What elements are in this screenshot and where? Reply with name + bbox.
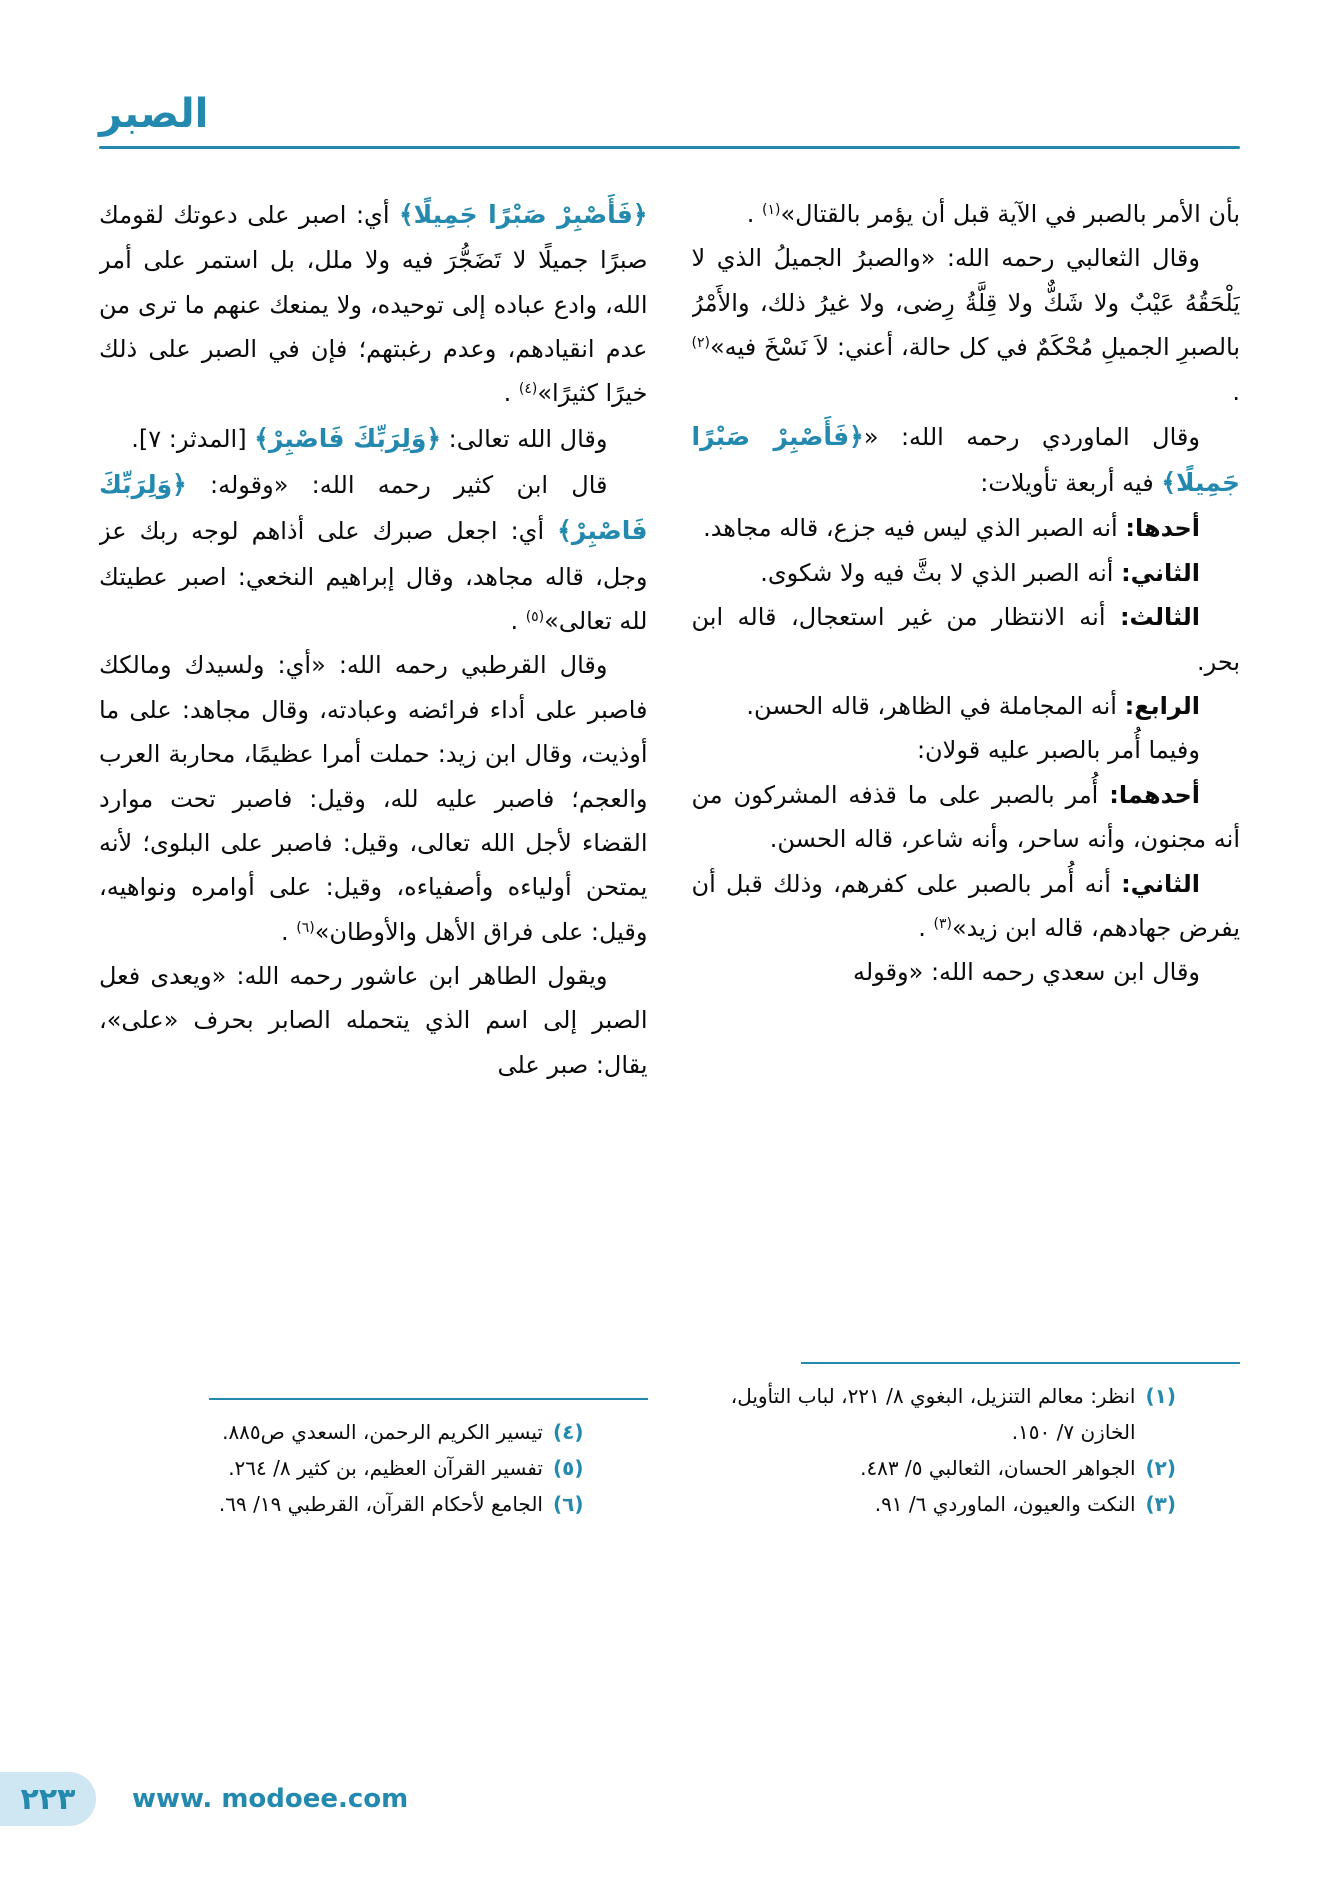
footnote-item xyxy=(99,1414,584,1450)
footnote-number: (١) xyxy=(1145,1384,1176,1408)
footnote-number: (٤) xyxy=(553,1420,584,1444)
text-segment: الثاني: xyxy=(1121,869,1200,898)
footnote-text: تفسير القرآن العظيم، بن كثير ٨/ ٢٦٤. xyxy=(228,1456,543,1480)
footnote-item xyxy=(692,1486,1177,1522)
paragraph xyxy=(99,954,648,1087)
paragraph xyxy=(692,192,1241,236)
text-segment: أحدها: xyxy=(1125,514,1200,543)
paragraph xyxy=(99,643,648,954)
text-segment: . xyxy=(1232,377,1240,406)
text-segment: بأن الأمر بالصبر في الآية قبل أن يؤمر بالقتال» xyxy=(780,200,1240,228)
chapter-title: الصبر xyxy=(99,91,209,137)
text-segment: أنه المجاملة في الظاهر، قاله الحسن. xyxy=(746,692,1125,721)
page-number-badge xyxy=(0,1772,96,1826)
footnote-separator-left xyxy=(209,1398,648,1400)
quran-verse: ﴿فَأَصْبِرْ صَبْرًا جَمِيلًا﴾ xyxy=(398,200,648,229)
paragraph xyxy=(99,416,648,462)
paragraph-list-right xyxy=(692,192,1241,995)
text-segment: وقال ابن سعدي رحمه الله: «وقوله xyxy=(852,958,1200,987)
page-content xyxy=(99,192,1240,1522)
paragraph xyxy=(692,506,1241,550)
text-segment: وقال الله تعالى: xyxy=(441,424,608,453)
text-segment: الثالث: xyxy=(1119,603,1200,632)
website-url: www. modoee.com xyxy=(132,1784,409,1814)
header-rule xyxy=(99,146,1240,149)
text-segment: أي: اصبر على دعوتك لقومك صبرًا جميلًا لا تَضَجُّرَ فيه ولا ملل، بل استمر على أمر الله، وادع عباده إلى توحيده، ولا يمنعك عنهم ما ترى من عدم انقيادهم، وعدم رغبتهم؛ فإن في الصبر على ذلك خيرًا كثيرًا» xyxy=(99,201,648,408)
footnote-item xyxy=(99,1486,584,1522)
text-segment: أنه الصبر الذي ليس فيه جزع، قاله مجاهد. xyxy=(703,514,1126,543)
footnote-marker: (٢) xyxy=(691,335,710,352)
paragraph xyxy=(692,728,1241,772)
footnote-marker: (٥) xyxy=(525,608,545,625)
column-left xyxy=(99,192,648,1522)
footnote-list-left xyxy=(99,1414,648,1522)
paragraph xyxy=(692,862,1241,951)
text-segment: وفيما أُمر بالصبر عليه قولان: xyxy=(916,736,1200,765)
footnote-number: (٥) xyxy=(553,1456,584,1480)
text-segment: . xyxy=(280,917,297,946)
footnote-item xyxy=(99,1450,584,1486)
quran-verse: ﴿وَلِرَبِّكَ فَاصْبِرْ﴾ xyxy=(99,470,648,546)
text-segment: فيه أربعة تأويلات: xyxy=(980,469,1162,498)
quran-verse: ﴿وَلِرَبِّكَ فَاصْبِرْ﴾ xyxy=(254,423,442,453)
text-segment: وقال الماوردي رحمه الله: « xyxy=(863,422,1200,451)
text-segment: أنه أُمر بالصبر على كفرهم، وذلك قبل أن يفرض جهادهم، قاله ابن زيد» xyxy=(691,869,1240,942)
footnote-item xyxy=(692,1450,1177,1486)
footnote-number: (٦) xyxy=(553,1492,584,1516)
footnote-section-left xyxy=(99,1388,648,1522)
paragraph xyxy=(99,192,648,416)
text-segment: الثاني: xyxy=(1121,558,1200,587)
text-segment: أنه الصبر الذي لا بثَّ فيه ولا شكوى. xyxy=(760,558,1122,587)
footnote-text: تيسير الكريم الرحمن، السعدي ص٨٨٥. xyxy=(222,1420,543,1444)
footnote-marker: (٤) xyxy=(518,381,538,398)
text-segment: قال ابن كثير رحمه الله: «وقوله: xyxy=(186,471,608,500)
text-segment: [المدثر: ٧]. xyxy=(131,424,255,453)
footnote-number: (٣) xyxy=(1145,1492,1176,1516)
footnote-text: الجامع لأحكام القرآن، القرطبي ١٩/ ٦٩. xyxy=(218,1492,543,1516)
text-segment: وقال القرطبي رحمه الله: «أي: ولسيدك ومالكك فاصبر على أداء فرائضه وعبادته، وقال مجاهد: على ما أوذيت، وقال ابن زيد: حملت أمرا عظيمًا، محاربة العرب والعجم؛ فاصبر عليه لله، وقيل: فاصبر تحت موارد القضاء لأجل الله تعالى، وقيل: فاصبر على البلوى؛ لأنه يمتحن أولياءه وأصفياءه، وقيل: على أوامره ونواهيه، وقيل: على فراق الأهل والأوطان» xyxy=(99,651,648,946)
text-segment: الرابع: xyxy=(1124,692,1200,721)
column-right xyxy=(692,192,1241,1522)
text-segment: . xyxy=(510,606,526,635)
text-segment: وقال الثعالبي رحمه الله: «والصبرُ الجميلُ الذي لا يَلْحَقُهُ عَيْبٌ ولا شَكٌّ ولا قِلَّةُ رِضى، ولا غيرُ ذلك، والأَمْرُ بالصبرِ الجميلِ مُحْكَمٌ في كل حالة، أعني: لاَ نَسْخَ فيه» xyxy=(691,244,1240,362)
footnote-text: النكت والعيون، الماوردي ٦/ ٩١. xyxy=(874,1492,1136,1516)
paragraph xyxy=(692,773,1241,862)
page-header xyxy=(99,92,1240,149)
footnote-marker: (٦) xyxy=(296,919,315,936)
page-number: ٢٢٣ xyxy=(20,1781,76,1817)
text-segment: أي: اجعل صبرك على أذاهم لوجه ربك عز وجل، قاله مجاهد، وقال إبراهيم النخعي: اصبر عطيتك لله تعالى» xyxy=(99,517,648,635)
text-segment: . xyxy=(918,913,934,942)
footnote-number: (٢) xyxy=(1145,1456,1176,1480)
footnote-marker: (١) xyxy=(761,202,781,218)
paragraph xyxy=(692,414,1241,507)
text-segment: أُمر بالصبر على ما قذفه المشركون من أنه مجنون، وأنه ساحر، وأنه شاعر، قاله الحسن. xyxy=(691,780,1240,854)
text-segment: أحدهما: xyxy=(1109,780,1200,809)
paragraph xyxy=(692,950,1241,994)
footnote-item xyxy=(692,1378,1177,1450)
footnote-text: الجواهر الحسان، الثعالبي ٥/ ٤٨٣. xyxy=(860,1456,1136,1480)
paragraph xyxy=(692,684,1241,728)
paragraph-list-left xyxy=(99,192,648,1087)
text-segment: أنه الانتظار من غير استعجال، قاله ابن بحر. xyxy=(691,603,1240,676)
footnote-text: انظر: معالم التنزيل، البغوي ٨/ ٢٢١، لباب التأويل، الخازن ٧/ ١٥٠. xyxy=(730,1384,1136,1444)
paragraph xyxy=(99,462,648,643)
footnote-section-right xyxy=(692,1352,1241,1522)
footnote-marker: (٣) xyxy=(933,915,952,932)
text-segment: . xyxy=(746,200,762,228)
footnote-list-right xyxy=(692,1378,1241,1522)
paragraph xyxy=(692,236,1241,414)
text-segment: . xyxy=(503,379,519,408)
paragraph xyxy=(692,595,1241,684)
footnote-separator-right xyxy=(801,1362,1240,1364)
paragraph xyxy=(692,551,1241,595)
text-segment: ويقول الطاهر ابن عاشور رحمه الله: «ويعدى فعل الصبر إلى اسم الذي يتحمله الصابر بحرف «على»، يقال: صبر على xyxy=(99,962,648,1079)
quran-verse: ﴿فَأَصْبِرْ صَبْرًا جَمِيلًا﴾ xyxy=(691,421,1240,498)
